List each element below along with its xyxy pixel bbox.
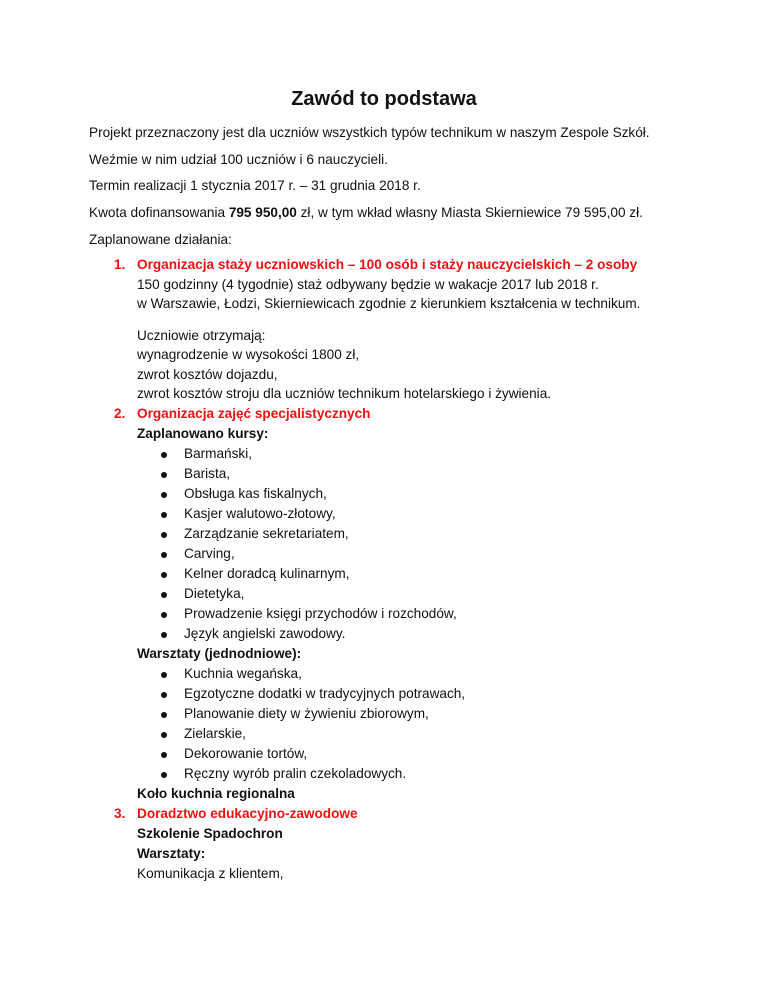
course-item: Język angielski zawodowy. bbox=[184, 626, 346, 641]
workshop-item: Planowanie diety w żywieniu zbiorowym, bbox=[184, 706, 429, 721]
bullet-dot bbox=[161, 472, 167, 478]
funding-amount: 795 950,00 bbox=[228, 205, 297, 220]
course-item: Zarządzanie sekretariatem, bbox=[184, 526, 349, 541]
funding-text-post: zł, w tym wkład własny Miasta Skierniewice 79 595,00 zł. bbox=[296, 205, 643, 220]
bullet-dot bbox=[161, 712, 167, 718]
course-item: Prowadzenie księgi przychodów i rozchodów, bbox=[184, 606, 457, 621]
bullet-dot bbox=[161, 592, 167, 598]
section3-heading: Doradztwo edukacyjno-zawodowe bbox=[137, 806, 358, 821]
course-item: Barmański, bbox=[184, 446, 252, 461]
section3-item-1: Komunikacja z klientem, bbox=[137, 866, 284, 881]
course-item: Kelner doradcą kulinarnym, bbox=[184, 566, 350, 581]
course-item: Obsługa kas fiskalnych, bbox=[184, 486, 327, 501]
course-item: Kasjer walutowo-złotowy, bbox=[184, 506, 336, 521]
bullet-dot bbox=[161, 552, 167, 558]
bullet-dot bbox=[161, 752, 167, 758]
intro-line-3: Termin realizacji 1 stycznia 2017 r. – 31 grudnia 2018 r. bbox=[89, 178, 421, 193]
bullet-dot bbox=[161, 452, 167, 458]
bullet-dot bbox=[161, 572, 167, 578]
section2-heading: Organizacja zajęć specjalistycznych bbox=[137, 406, 371, 421]
course-item: Barista, bbox=[184, 466, 231, 481]
bullet-dot bbox=[161, 612, 167, 618]
section1-line-2: w Warszawie, Łodzi, Skierniewicach zgodnie z kierunkiem kształcenia w technikum. bbox=[137, 296, 641, 311]
section1-heading: Organizacja staży uczniowskich – 100 osób i staży nauczycielskich – 2 osoby bbox=[137, 257, 638, 272]
section3-number: 3. bbox=[114, 806, 126, 821]
intro-line-2: Weźmie w nim udział 100 uczniów i 6 nauczycieli. bbox=[89, 152, 388, 167]
bullet-dot bbox=[161, 492, 167, 498]
section3-workshops-heading: Warsztaty: bbox=[137, 846, 206, 861]
section1-line-1: 150 godzinny (4 tygodnie) staż odbywany będzie w wakacje 2017 lub 2018 r. bbox=[137, 277, 599, 292]
workshop-item: Dekorowanie tortów, bbox=[184, 746, 308, 761]
bullet-dot bbox=[161, 772, 167, 778]
intro-line-1: Projekt przeznaczony jest dla uczniów wszystkich typów technikum w naszym Zespole Szkół. bbox=[89, 125, 650, 140]
bullet-dot bbox=[161, 512, 167, 518]
bullet-dot bbox=[161, 732, 167, 738]
workshop-item: Zielarskie, bbox=[184, 726, 246, 741]
workshop-item: Egzotyczne dodatki w tradycyjnych potrawach, bbox=[184, 686, 466, 701]
course-item: Carving, bbox=[184, 546, 235, 561]
section1-benefit-3: zwrot kosztów stroju dla uczniów technikum hotelarskiego i żywienia. bbox=[137, 386, 552, 401]
intro-line-4 bbox=[89, 204, 643, 222]
section1-benefits-heading: Uczniowie otrzymają: bbox=[137, 328, 266, 343]
workshop-item: Ręczny wyrób pralin czekoladowych. bbox=[184, 766, 407, 781]
page-title: Zawód to podstawa bbox=[291, 88, 477, 110]
workshops-heading: Warsztaty (jednodniowe): bbox=[137, 646, 302, 661]
training-heading: Szkolenie Spadochron bbox=[137, 826, 283, 841]
workshop-item: Kuchnia wegańska, bbox=[184, 666, 302, 681]
section1-benefit-1: wynagrodzenie w wysokości 1800 zł, bbox=[137, 347, 360, 362]
section1-number: 1. bbox=[114, 257, 126, 272]
funding-text-pre: Kwota dofinansowania bbox=[89, 205, 229, 220]
bullet-dot bbox=[161, 632, 167, 638]
section1-benefit-2: zwrot kosztów dojazdu, bbox=[137, 367, 278, 382]
bullet-dot bbox=[161, 692, 167, 698]
intro-line-5: Zaplanowane działania: bbox=[89, 232, 232, 247]
section2-number: 2. bbox=[114, 406, 126, 421]
course-item: Dietetyka, bbox=[184, 586, 245, 601]
bullet-dot bbox=[161, 672, 167, 678]
circle-heading: Koło kuchnia regionalna bbox=[137, 786, 295, 801]
bullet-dot bbox=[161, 532, 167, 538]
courses-heading: Zaplanowano kursy: bbox=[137, 426, 269, 441]
